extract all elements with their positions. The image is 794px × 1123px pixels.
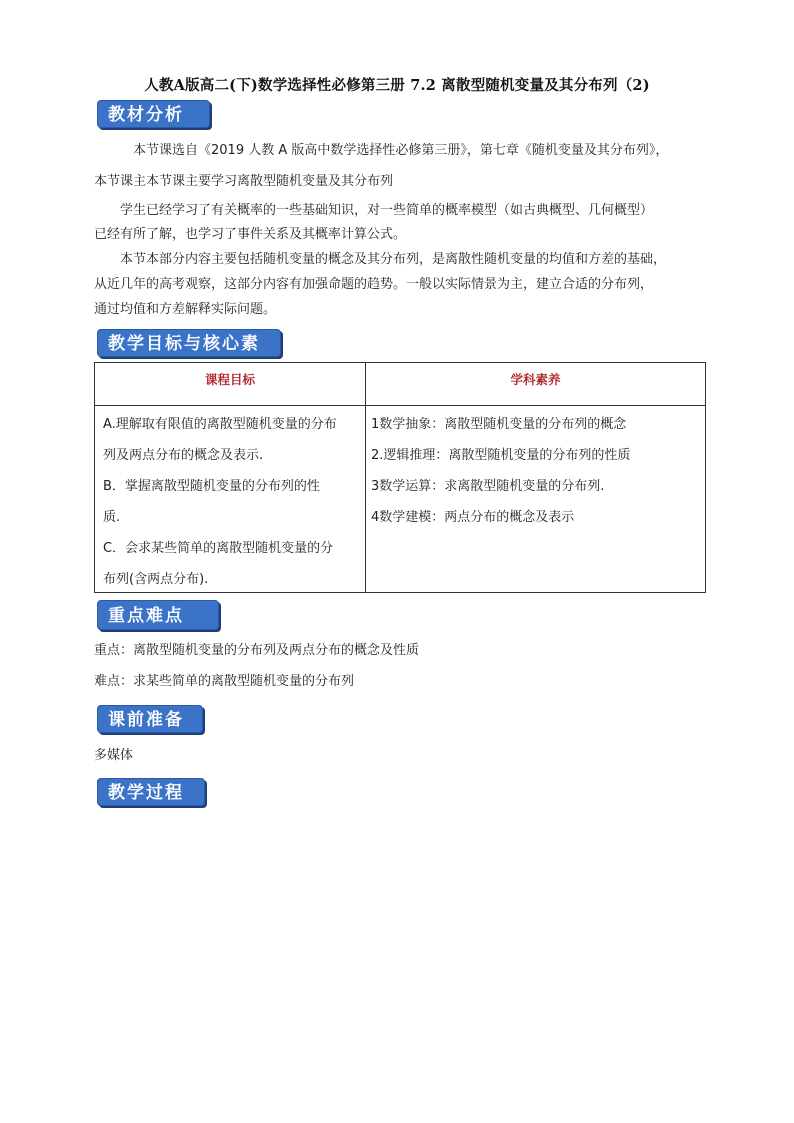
table-cell-course-goals	[103, 409, 357, 595]
analysis-paragraph-1: 本节课选自《2019 人教 A 版高中数学选择性必修第三册》，第七章《随机变量及其分布列》，	[133, 143, 669, 158]
course-goal-line: 布列(含两点分布).	[103, 572, 209, 587]
table-cell-core-literacy	[371, 409, 701, 533]
section-header-keypoints: 重点难点	[97, 600, 219, 630]
section-header-goals: 教学目标与核心素养	[97, 329, 281, 357]
table-header-course-goals: 课程目标	[204, 372, 255, 387]
table-header-core-literacy: 学科素养	[510, 372, 561, 387]
core-literacy-line: 1数学抽象：离散型随机变量的分布列的概念	[371, 417, 627, 432]
section-header-preparation: 课前准备	[97, 705, 203, 733]
analysis-paragraph-3: 本节本部分内容主要包括随机变量的概念及其分布列，是离散性随机变量的均值和方差的基础，	[120, 252, 667, 267]
table-divider-horizontal	[95, 405, 705, 406]
document-title: 人教A版高二(下)数学选择性必修第三册 7.2 离散型随机变量及其分布列（2)	[144, 77, 650, 94]
goals-table	[94, 362, 706, 593]
course-goal-line: C．会求某些简单的离散型随机变量的分	[103, 541, 334, 556]
course-goal-line: 质.	[103, 510, 121, 525]
section-header-analysis: 教材分析	[97, 100, 210, 128]
difficulty-text: 难点：求某些简单的离散型随机变量的分布列	[94, 674, 355, 689]
analysis-paragraph-3-cont1: 从近几年的高考观察，这部分内容有加强命题的趋势。一般以实际情景为主，建立合适的分布列，	[94, 277, 654, 292]
preparation-content: 多媒体	[94, 748, 134, 763]
section-header-process: 教学过程	[97, 778, 205, 806]
analysis-paragraph-1-cont: 本节课主本节课主要学习离散型随机变量及其分布列	[94, 174, 394, 189]
analysis-paragraph-3-cont2: 通过均值和方差解释实际问题。	[94, 302, 277, 317]
course-goal-line: A.理解取有限值的离散型随机变量的分布	[103, 417, 337, 432]
key-point-text: 重点：离散型随机变量的分布列及两点分布的概念及性质	[94, 643, 420, 658]
analysis-paragraph-2: 学生已经学习了有关概率的一些基础知识，对一些简单的概率模型（如古典概型、几何概型）	[120, 203, 654, 218]
course-goal-line: 列及两点分布的概念及表示.	[103, 448, 264, 463]
analysis-paragraph-2-cont: 已经有所了解，也学习了事件关系及其概率计算公式。	[94, 227, 407, 242]
core-literacy-line: 3数学运算：求离散型随机变量的分布列.	[371, 479, 605, 494]
core-literacy-line: 4数学建模：两点分布的概念及表示	[371, 510, 575, 525]
course-goal-line: B．掌握离散型随机变量的分布列的性	[103, 479, 320, 494]
core-literacy-line: 2.逻辑推理：离散型随机变量的分布列的性质	[371, 448, 631, 463]
